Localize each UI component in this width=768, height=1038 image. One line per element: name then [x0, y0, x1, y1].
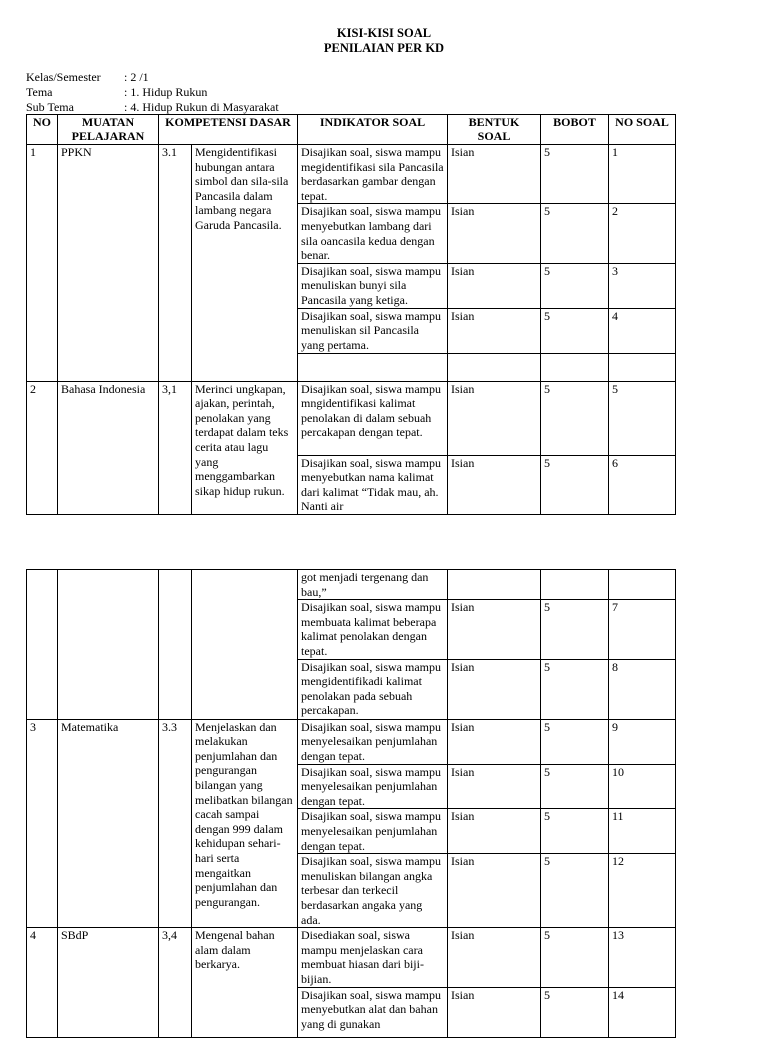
header-bentuk: BENTUK SOAL [448, 115, 541, 145]
cell-bentuk: Isian [448, 204, 541, 263]
cell-empty [58, 570, 159, 720]
cell-indikator-continued: got menjadi tergenang dan bau,” [298, 570, 448, 600]
cell-indikator: Disajikan soal, siswa mampu menyelesaikan penjumlahan dengan tepat. [298, 764, 448, 809]
cell-indikator: Disajikan soal, siswa mampu menyebutkan nama kalimat dari kalimat “Tidak mau, ah. Nanti air [298, 455, 448, 514]
cell-bobot: 5 [541, 145, 609, 204]
document-subtitle: PENILAIAN PER KD [323, 41, 445, 55]
header-kd: KOMPETENSI DASAR [159, 115, 298, 145]
cell-bobot: 5 [541, 263, 609, 308]
table-row [27, 145, 676, 204]
cell-empty [541, 570, 609, 600]
cell-indikator: Disajikan soal, siswa mampu mengidentifikadi kalimat penolakan pada sebuah percakapan. [298, 659, 448, 719]
cell-bentuk: Isian [448, 455, 541, 514]
cell-muatan: Matematika [58, 719, 159, 928]
cell-bobot: 5 [541, 308, 609, 353]
meta-label: Kelas/Semester [26, 70, 101, 84]
cell-indikator: Disajikan soal, siswa mampu menyebutkan alat dan bahan yang di gunakan [298, 987, 448, 1037]
cell-bentuk: Isian [448, 659, 541, 719]
header-indikator: INDIKATOR SOAL [298, 115, 448, 145]
cell-bobot: 5 [541, 455, 609, 514]
cell-bentuk: Isian [448, 600, 541, 659]
cell-kd-number: 3,1 [159, 381, 192, 514]
cell-bobot: 5 [541, 809, 609, 854]
cell-nosoal: 13 [609, 928, 676, 987]
cell-bobot: 5 [541, 659, 609, 719]
cell-muatan: Bahasa Indonesia [58, 381, 159, 514]
cell-bentuk: Isian [448, 308, 541, 353]
cell-empty [159, 570, 192, 720]
cell-nosoal: 1 [609, 145, 676, 204]
cell-empty [541, 353, 609, 381]
cell-bobot: 5 [541, 719, 609, 764]
cell-bentuk: Isian [448, 263, 541, 308]
cell-nosoal: 7 [609, 600, 676, 659]
cell-empty [298, 353, 448, 381]
cell-nosoal: 14 [609, 987, 676, 1037]
cell-nosoal: 4 [609, 308, 676, 353]
cell-bentuk: Isian [448, 719, 541, 764]
cell-nosoal: 5 [609, 381, 676, 455]
cell-indikator: Disajikan soal, siswa mampu megidentifikasi sila Pancasila berdasarkan gambar dengan tepat. [298, 145, 448, 204]
cell-empty [448, 353, 541, 381]
cell-kd-text: Mengidentifikasi hubungan antara simbol dan sila-sila Pancasila dalam lambang negara Garuda Pancasila. [192, 145, 298, 382]
kisi-table-page2 [26, 569, 676, 1038]
cell-no: 3 [27, 719, 58, 928]
cell-indikator: Disajikan soal, siswa mampu menyelesaikan penjumlahan dengan tepat. [298, 809, 448, 854]
table-row [27, 381, 676, 455]
cell-indikator: Disajikan soal, siswa mampu menuliskan bilangan angka terbesar dan terkecil berdasarkan angaka yang ada. [298, 854, 448, 928]
cell-empty [448, 570, 541, 600]
cell-empty [609, 570, 676, 600]
cell-nosoal: 3 [609, 263, 676, 308]
cell-nosoal: 11 [609, 809, 676, 854]
cell-bentuk: Isian [448, 854, 541, 928]
cell-muatan: PPKN [58, 145, 159, 382]
cell-indikator: Disajikan soal, siswa mampu menyelesaikan penjumlahan dengan tepat. [298, 719, 448, 764]
cell-kd-number: 3,4 [159, 928, 192, 1037]
cell-kd-text: Mengenal bahan alam dalam berkarya. [192, 928, 298, 1037]
header-nosoal: NO SOAL [609, 115, 676, 145]
meta-value: : 1. Hidup Rukun [124, 85, 208, 99]
cell-kd-text: Menjelaskan dan melakukan penjumlahan dan pengurangan bilangan yang melibatkan bilangan cacah sampai dengan 999 dalam kehidupan sehari-hari serta mengaitkan penjumlahan dan pengurangan. [192, 719, 298, 928]
cell-kd-number: 3.1 [159, 145, 192, 382]
table-row [27, 719, 676, 764]
cell-empty [27, 570, 58, 720]
cell-bobot: 5 [541, 987, 609, 1037]
cell-bentuk: Isian [448, 987, 541, 1037]
cell-bentuk: Isian [448, 381, 541, 455]
header-muatan: MUATAN PELAJARAN [58, 115, 159, 145]
cell-empty [609, 353, 676, 381]
cell-bobot: 5 [541, 600, 609, 659]
meta-label: Tema [26, 85, 53, 99]
cell-nosoal: 10 [609, 764, 676, 809]
cell-bentuk: Isian [448, 809, 541, 854]
table-row [27, 928, 676, 987]
meta-kelas [26, 70, 149, 85]
cell-bobot: 5 [541, 854, 609, 928]
cell-bentuk: Isian [448, 145, 541, 204]
cell-indikator: Disajikan soal, siswa mampu membuata kalimat beberapa kalimat penolakan dengan tepat. [298, 600, 448, 659]
meta-value: : 2 /1 [124, 70, 149, 84]
cell-bobot: 5 [541, 204, 609, 263]
cell-bobot: 5 [541, 381, 609, 455]
header-row [27, 115, 676, 145]
cell-bentuk: Isian [448, 928, 541, 987]
cell-no: 1 [27, 145, 58, 382]
cell-bobot: 5 [541, 928, 609, 987]
cell-no: 4 [27, 928, 58, 1037]
cell-indikator: Disediakan soal, siswa mampu menjelaskan cara membuat hiasan dari biji-bijian. [298, 928, 448, 987]
cell-indikator: Disajikan soal, siswa mampu menyebutkan lambang dari sila oancasila kedua dengan benar. [298, 204, 448, 263]
meta-label: Sub Tema [26, 100, 74, 114]
header-bobot: BOBOT [541, 115, 609, 145]
document-title: KISI-KISI SOAL [336, 26, 432, 40]
cell-nosoal: 6 [609, 455, 676, 514]
cell-kd-text: Merinci ungkapan, ajakan, perintah, penolakan yang terdapat dalam teks cerita atau lagu yang menggambarkan sikap hidup rukun. [192, 381, 298, 514]
cell-bobot: 5 [541, 764, 609, 809]
cell-empty [192, 570, 298, 720]
cell-kd-number: 3.3 [159, 719, 192, 928]
cell-no: 2 [27, 381, 58, 514]
cell-bentuk: Isian [448, 764, 541, 809]
meta-value: : 4. Hidup Rukun di Masyarakat [124, 100, 279, 114]
kisi-table-page1 [26, 114, 676, 515]
cell-indikator: Disajikan soal, siswa mampu menuliskan sil Pancasila yang pertama. [298, 308, 448, 353]
cell-nosoal: 9 [609, 719, 676, 764]
table-row [27, 570, 676, 600]
cell-indikator: Disajikan soal, siswa mampu menuliskan bunyi sila Pancasila yang ketiga. [298, 263, 448, 308]
cell-nosoal: 8 [609, 659, 676, 719]
cell-nosoal: 12 [609, 854, 676, 928]
cell-indikator: Disajikan soal, siswa mampu mngidentifikasi kalimat penolakan di dalam sebuah percakapan dengan tepat. [298, 381, 448, 455]
meta-subtema [26, 100, 279, 115]
meta-tema [26, 85, 207, 100]
cell-nosoal: 2 [609, 204, 676, 263]
cell-muatan: SBdP [58, 928, 159, 1037]
header-no: NO [27, 115, 58, 145]
